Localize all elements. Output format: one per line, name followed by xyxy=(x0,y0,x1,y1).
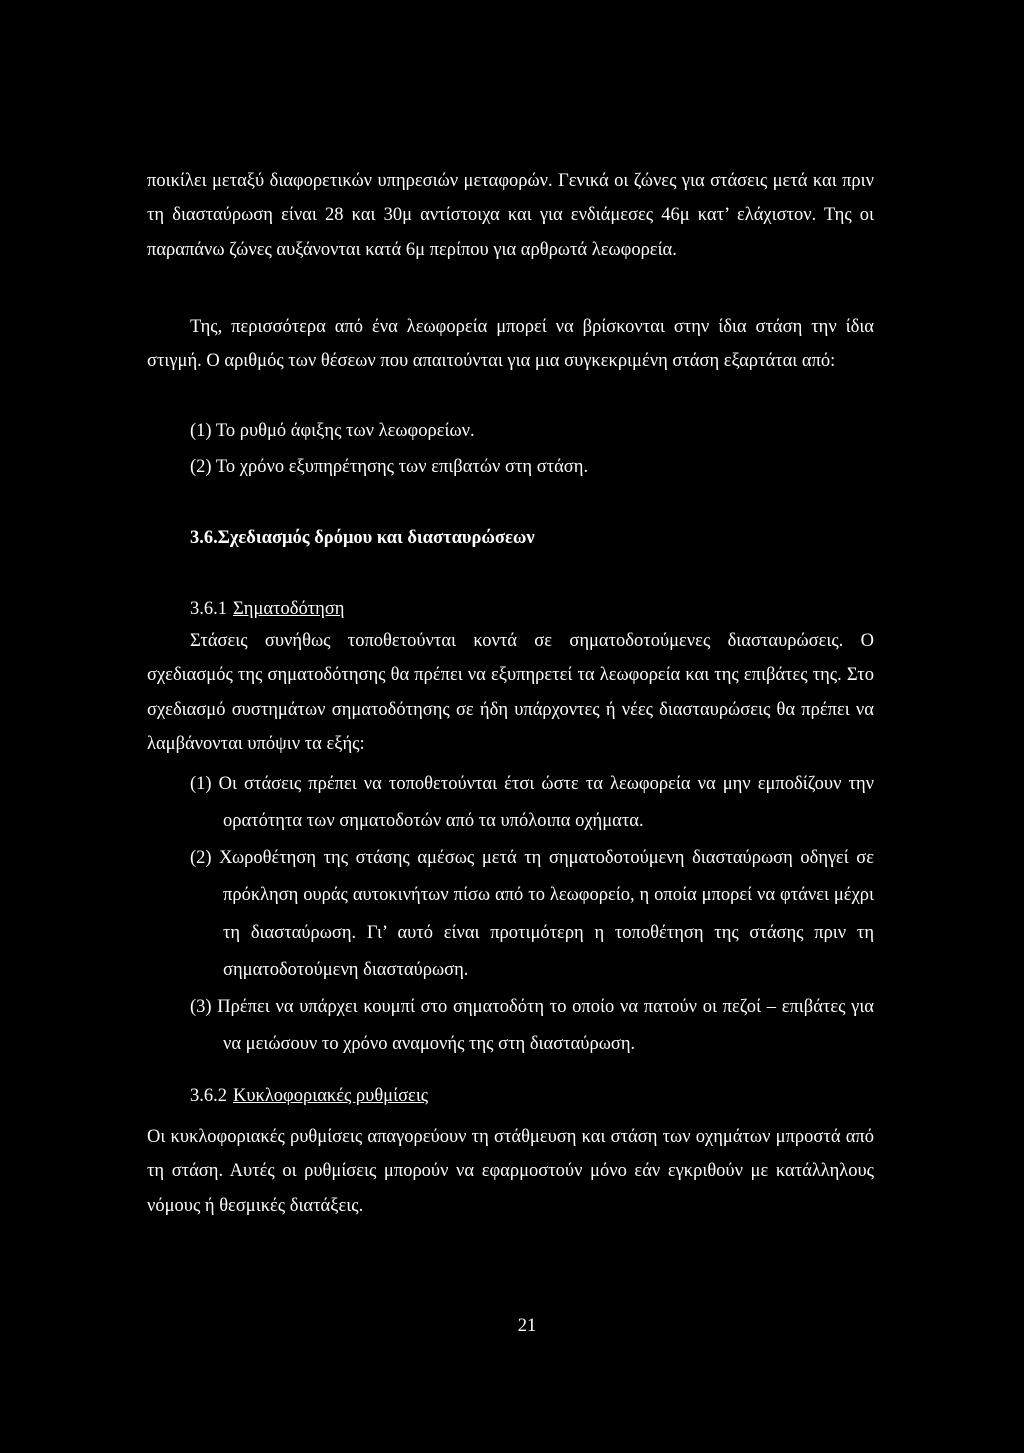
factor-item-1: (1) Το ρυθμό άφιξης των λεωφορείων. xyxy=(190,421,475,441)
subsection-1-item-1: (1) Οι στάσεις πρέπει να τοποθετούνται έτσι ώστε τα λεωφορεία να μην εμποδίζουν την ορατότητα των σηματοδοτών από τα υπόλοιπα οχήματα. xyxy=(190,774,874,832)
subsection-2-paragraph: Οι κυκλοφοριακές ρυθμίσεις απαγορεύουν τη στάθμευση και στάση των οχημάτων μπροστά από τη στάση. Αυτές οι ρυθμίσεις μπορούν να εφαρμοστούν μόνο εάν εγκριθούν με κατάλληλους νόμους ή θεσμικές διατάξεις. xyxy=(147,1127,874,1216)
subsection-1-item-3: (3) Πρέπει να υπάρχει κουμπί στο σηματοδότη το οποίο να πατούν οι πεζοί – επιβάτες για να μειώσουν το χρόνο αναμονής της στη διασταύρωση. xyxy=(190,997,874,1055)
subsection-2-number: 3.6.2 xyxy=(190,1086,227,1106)
second-paragraph: Της, περισσότερα από ένα λεωφορεία μπορεί να βρίσκονται στην ίδια στάση την ίδια στιγμή. Ο αριθμός των θέσεων που απαιτούνται για μια συγκεκριμένη στάση εξαρτάται από: xyxy=(147,317,874,372)
subsection-1-number: 3.6.1 xyxy=(190,599,227,619)
intro-paragraph: ποικίλει μεταξύ διαφορετικών υπηρεσιών μεταφορών. Γενικά οι ζώνες για στάσεις μετά και πριν τη διασταύρωση είναι 28 και 30μ αντίστοιχα και για ενδιάμεσες 46μ κατ’ ελάχιστον. Της οι παραπάνω ζώνες αυξάνονται κατά 6μ περίπου για αρθρωτά λεωφορεία. xyxy=(147,171,874,260)
subsection-1-item-2: (2) Χωροθέτηση της στάσης αμέσως μετά τη σηματοδοτούμενη διασταύρωση οδηγεί σε πρόκληση ουράς αυτοκινήτων πίσω από το λεωφορείο, η οποία μπορεί να φτάνει μέχρι τη διασταύρωση. Γι’ αυτό είναι προτιμότερη η τοποθέτηση της στάσης πριν τη σηματοδοτούμενη διασταύρωση. xyxy=(190,848,874,980)
page-number: 21 xyxy=(517,1316,537,1336)
subsection-1-title: Σηματοδότηση xyxy=(233,599,345,619)
subsection-1-paragraph: Στάσεις συνήθως τοποθετούνται κοντά σε σηματοδοτούμενες διασταυρώσεις. Ο σχεδιασμός της σηματοδότησης θα πρέπει να εξυπηρετεί τα λεωφορεία και της επιβάτες της. Στο σχεδιασμό συστημάτων σηματοδότησης σε ήδη υπάρχοντες ή νέες διασταυρώσεις θα πρέπει να λαμβάνονται υπόψιν τα εξής: xyxy=(147,631,874,754)
subsection-2-title: Κυκλοφοριακές ρυθμίσεις xyxy=(233,1086,429,1106)
subsection-1-heading xyxy=(190,597,344,621)
factor-item-2: (2) Το χρόνο εξυπηρέτησης των επιβατών στη στάση. xyxy=(190,457,589,477)
section-heading: 3.6.Σχεδιασμός δρόμου και διασταυρώσεων xyxy=(190,528,535,548)
subsection-2-heading xyxy=(190,1084,428,1108)
